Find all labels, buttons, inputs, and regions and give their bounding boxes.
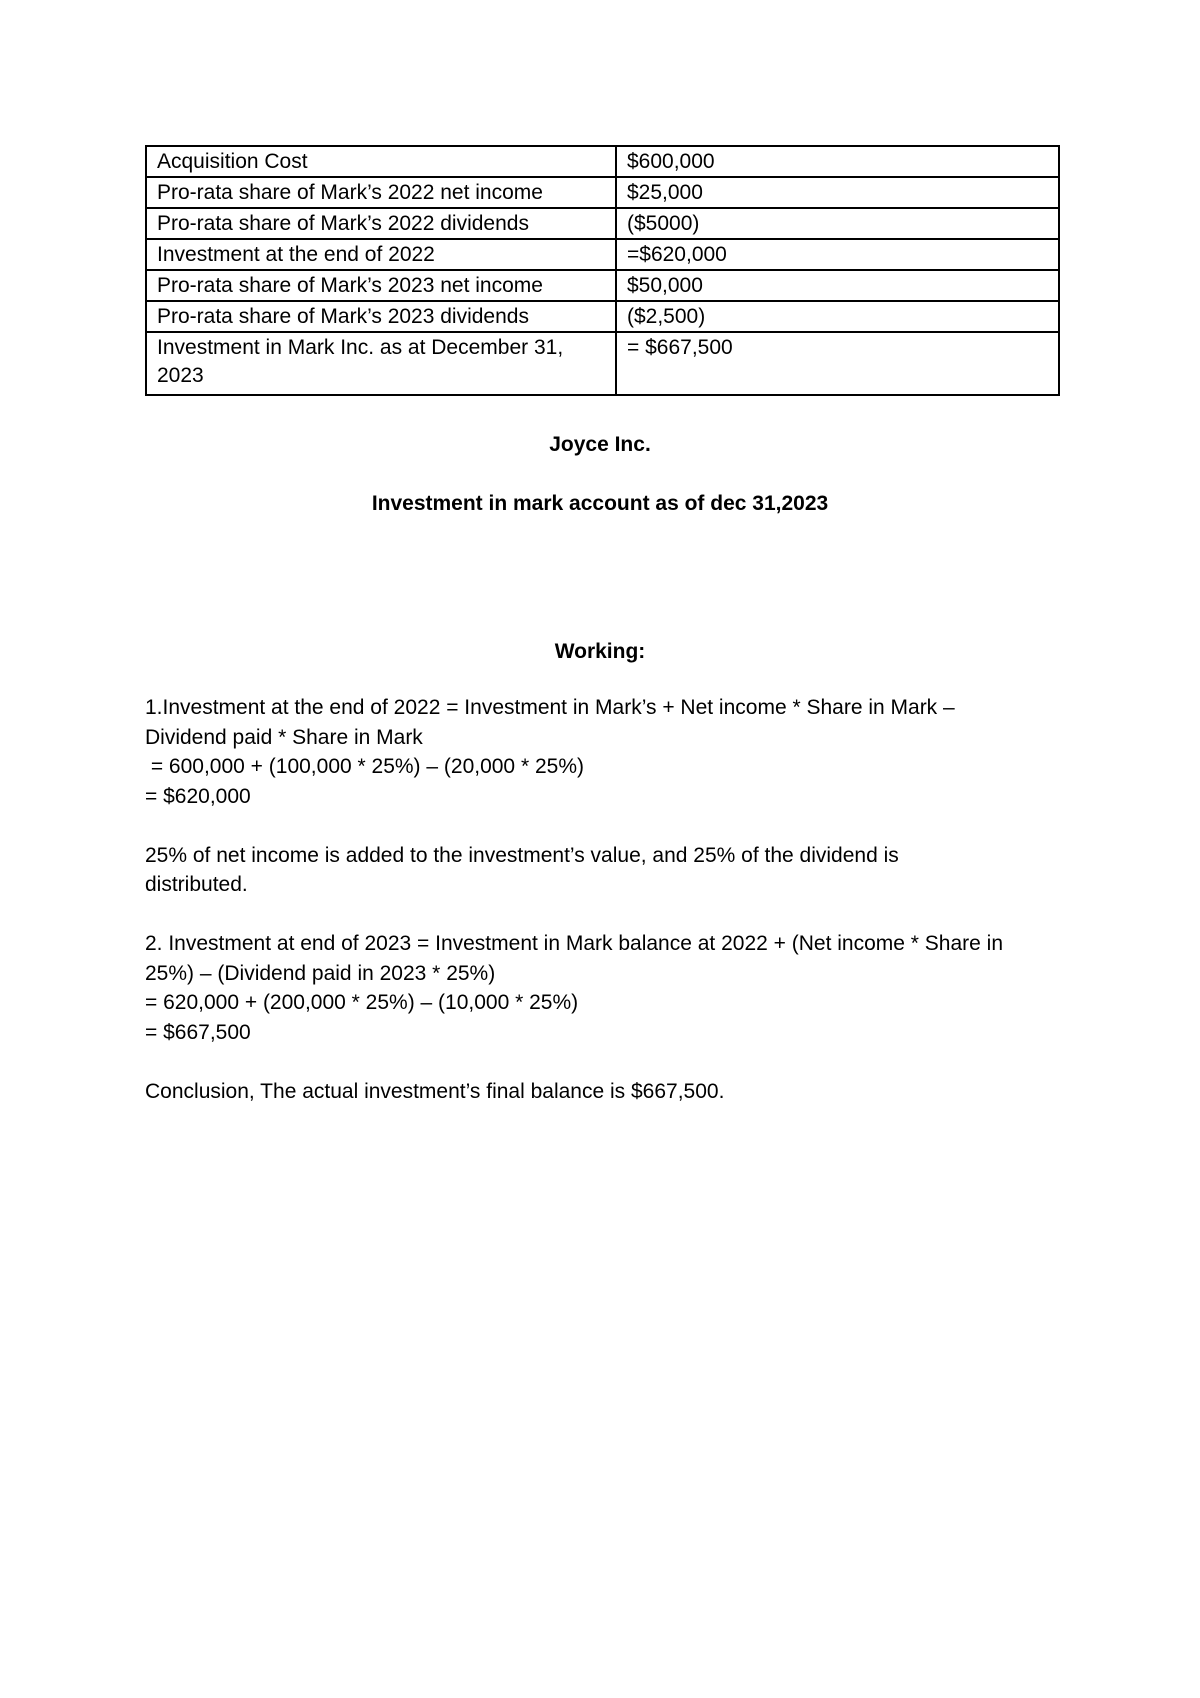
row-value: ($5000) [616,208,1059,239]
step-1-line: = 600,000 + (100,000 * 25%) – (20,000 * 25%) [145,755,584,778]
row-label: Investment in Mark Inc. as at December 31, 2023 [146,332,616,395]
row-value: $50,000 [616,270,1059,301]
row-label: Investment at the end of 2022 [146,239,616,270]
note-line: distributed. [145,873,248,896]
working-section [145,693,1075,1136]
working-heading: Working: [554,640,646,663]
row-label: Pro-rata share of Mark’s 2023 net income [146,270,616,301]
row-value: =$620,000 [616,239,1059,270]
row-value: $600,000 [616,146,1059,177]
table-row [146,208,1059,239]
step-1-line: 1.Investment at the end of 2022 = Investment in Mark’s + Net income * Share in Mark – [145,696,955,719]
step-1-line: = $620,000 [145,784,251,808]
row-value: = $667,500 [616,332,1059,395]
step-2-line: = 620,000 + (200,000 * 25%) – (10,000 * 25%) [145,991,579,1014]
conclusion-line: Conclusion, The actual investment’s final balance is $667,500. [145,1079,725,1103]
row-label: Pro-rata share of Mark’s 2023 dividends [146,301,616,332]
table-row [146,177,1059,208]
row-label: Pro-rata share of Mark’s 2022 dividends [146,208,616,239]
step-1-line: Dividend paid * Share in Mark [145,725,423,749]
table-row [146,301,1059,332]
table-row [146,332,1059,395]
row-label: Pro-rata share of Mark’s 2022 net income [146,177,616,208]
note-line: 25% of net income is added to the investment’s value, and 25% of the dividend is [145,843,899,867]
company-heading: Joyce Inc. [549,433,651,456]
table-row [146,146,1059,177]
table-row [146,270,1059,301]
step-2-line: = $667,500 [145,1020,251,1044]
working-conclusion [145,1077,1075,1107]
statement-heading: Investment in mark account as of dec 31,2023 [371,492,829,515]
working-note [145,841,1075,900]
working-step-2 [145,929,1075,1047]
row-label: Acquisition Cost [146,146,616,177]
working-step-1 [145,693,1075,811]
row-value: $25,000 [616,177,1059,208]
investment-table [145,145,1060,396]
table-row [146,239,1059,270]
step-2-line: 25%) – (Dividend paid in 2023 * 25%) [145,961,496,985]
step-2-line: 2. Investment at end of 2023 = Investment in Mark balance at 2022 + (Net income * Share in [145,932,1003,955]
row-value: ($2,500) [616,301,1059,332]
